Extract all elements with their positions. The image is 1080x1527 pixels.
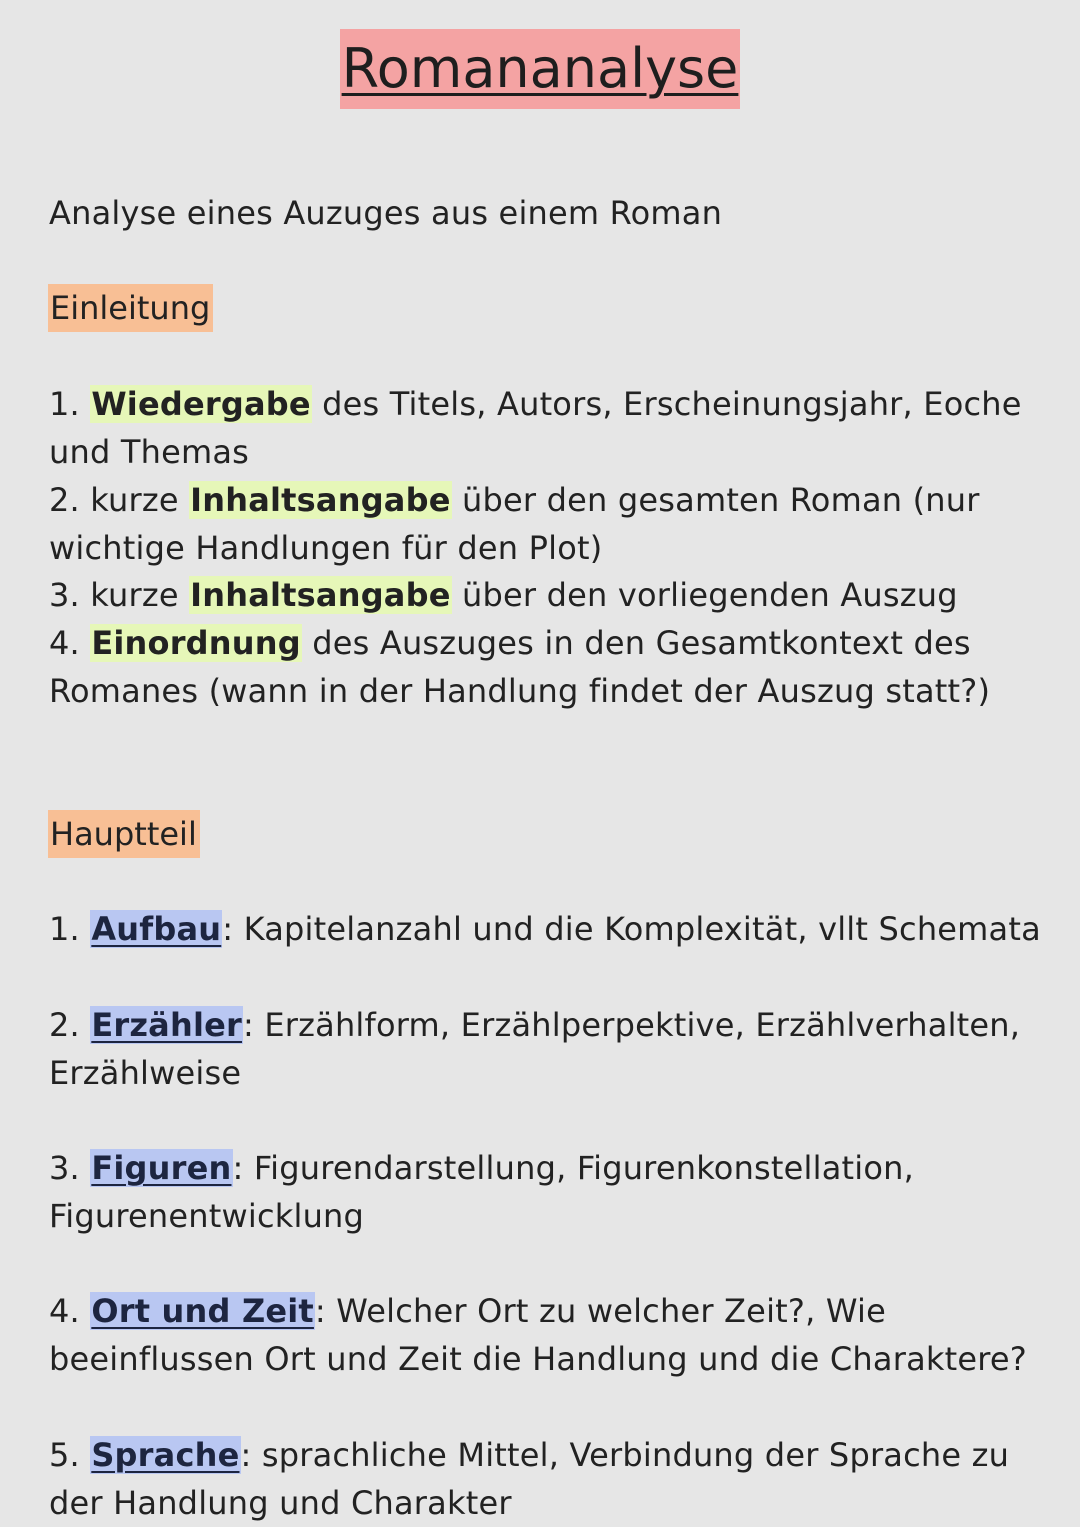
keyword-highlight: Figuren [91, 1149, 232, 1187]
item-text: über den vorliegenden Auszug [462, 576, 958, 614]
item-number: 2. kurze [49, 481, 179, 519]
item-text: : Welcher Ort zu welcher Zeit?, Wie [314, 1292, 886, 1330]
keyword-highlight: Inhaltsangabe [190, 481, 451, 519]
einleitung-item-3 [49, 571, 958, 619]
item-text: des Auszuges in den Gesamtkontext des [312, 624, 971, 662]
keyword-highlight: Inhaltsangabe [190, 576, 451, 614]
item-text: : Figurendarstellung, Figurenkonstellation, [232, 1149, 915, 1187]
item-number: 4. [49, 624, 80, 662]
keyword-highlight: Erzähler [91, 1006, 243, 1044]
item-number: 2. [49, 1006, 80, 1044]
page-title: Romananalyse [340, 29, 741, 109]
hauptteil-item-1 [49, 905, 1041, 953]
keyword-highlight: Sprache [91, 1436, 240, 1474]
einleitung-item-2-continued: wichtige Handlungen für den Plot) [49, 529, 603, 567]
keyword-highlight: Aufbau [91, 910, 222, 948]
section-heading-hauptteil: Hauptteil [48, 810, 200, 858]
einleitung-item-2 [49, 476, 980, 524]
item-text: : Kapitelanzahl und die Komplexität, vllt Schemata [222, 910, 1041, 948]
einleitung-item-4 [49, 619, 971, 667]
hauptteil-item-2-continued: Erzählweise [49, 1054, 242, 1092]
section-heading-einleitung: Einleitung [48, 284, 213, 332]
item-text: : sprachliche Mittel, Verbindung der Sprache zu [240, 1436, 1010, 1474]
item-text: des Titels, Autors, Erscheinungsjahr, Eoche [322, 385, 1022, 423]
item-number: 1. [49, 910, 80, 948]
title-container [0, 29, 1080, 109]
einleitung-item-4-continued: Romanes (wann in der Handlung findet der Auszug statt?) [49, 672, 991, 710]
keyword-highlight: Ort und Zeit [91, 1292, 314, 1330]
item-number: 5. [49, 1436, 80, 1474]
hauptteil-item-5-continued: der Handlung und Charakter [49, 1484, 512, 1522]
hauptteil-item-2 [49, 1001, 1020, 1049]
item-number: 1. [49, 385, 80, 423]
item-text: : Erzählform, Erzählperpektive, Erzählverhalten, [243, 1006, 1021, 1044]
keyword-highlight: Wiedergabe [91, 385, 311, 423]
intro-text: Analyse eines Auzuges aus einem Roman [49, 194, 723, 232]
hauptteil-item-4 [49, 1287, 886, 1335]
hauptteil-item-3 [49, 1144, 914, 1192]
hauptteil-item-5 [49, 1431, 1009, 1479]
hauptteil-item-3-continued: Figurenentwicklung [49, 1197, 365, 1235]
hauptteil-item-4-continued: beeinflussen Ort und Zeit die Handlung und die Charaktere? [49, 1340, 1027, 1378]
item-number: 4. [49, 1292, 80, 1330]
item-number: 3. kurze [49, 576, 179, 614]
keyword-highlight: Einordnung [91, 624, 301, 662]
item-text: über den gesamten Roman (nur [462, 481, 980, 519]
einleitung-item-1 [49, 380, 1022, 428]
einleitung-item-1-continued: und Themas [49, 433, 250, 471]
item-number: 3. [49, 1149, 80, 1187]
